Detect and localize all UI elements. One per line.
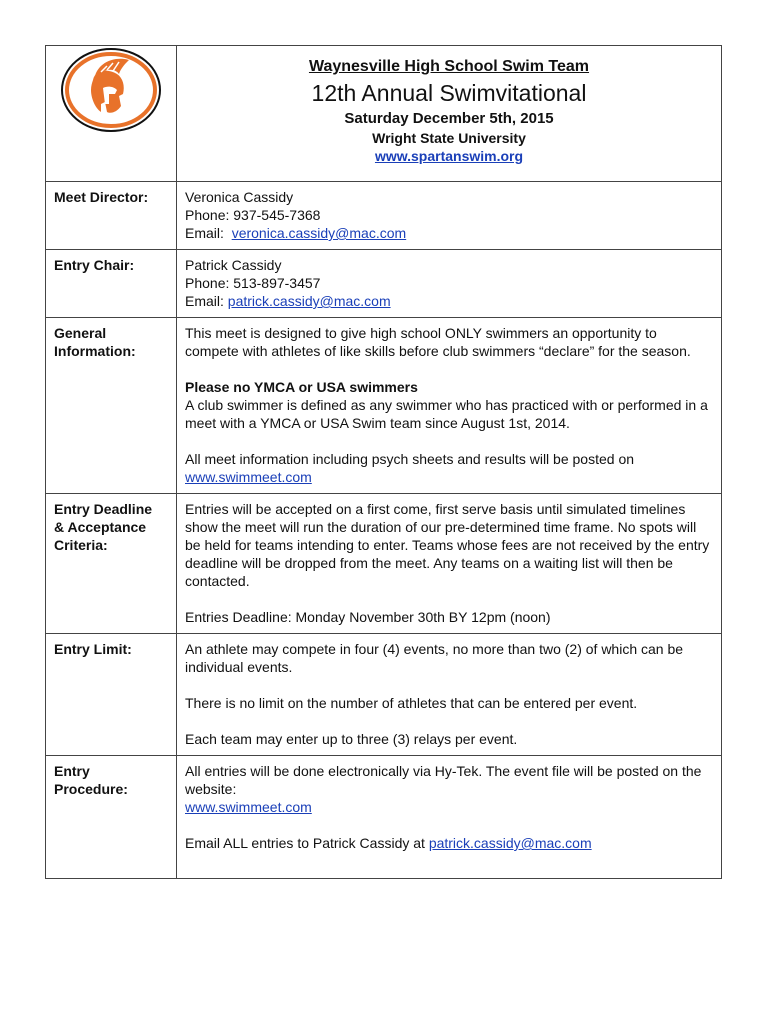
meet-director-name: Veronica Cassidy	[185, 189, 294, 205]
general-info-p3: All meet information including psych sheets and results will be posted on	[185, 451, 635, 467]
header-row	[46, 46, 722, 182]
entry-chair-name: Patrick Cassidy	[185, 257, 282, 273]
entry-deadline-value	[177, 494, 722, 634]
meet-venue: Wright State University	[372, 130, 526, 146]
logo-cell	[46, 46, 177, 182]
entry-procedure-label-line2: Procedure:	[54, 781, 128, 797]
general-info-label	[46, 318, 177, 494]
general-info-link[interactable]: www.swimmeet.com	[185, 469, 312, 485]
entry-procedure-row	[46, 756, 722, 879]
general-info-value	[177, 318, 722, 494]
general-info-label-line1: General	[54, 325, 107, 341]
general-info-label-line2: Information:	[54, 343, 136, 359]
meet-director-label: Meet Director:	[46, 182, 177, 250]
meet-director-value	[177, 182, 722, 250]
meet-title: 12th Annual Swimvitational	[311, 80, 587, 106]
entry-limit-p2: There is no limit on the number of athletes that can be entered per event.	[185, 695, 638, 711]
entry-procedure-label-line1: Entry	[54, 763, 90, 779]
team-name: Waynesville High School Swim Team	[308, 58, 590, 75]
entry-procedure-value	[177, 756, 722, 879]
entry-chair-label: Entry Chair:	[46, 250, 177, 318]
header-cell	[177, 46, 722, 182]
entry-limit-label: Entry Limit:	[46, 634, 177, 756]
meet-info-table	[45, 45, 722, 879]
entry-chair-row	[46, 250, 722, 318]
general-info-bold-note: Please no YMCA or USA swimmers	[185, 379, 418, 395]
website-link[interactable]: www.spartanswim.org	[374, 148, 524, 164]
entry-deadline-label-line3: Criteria:	[54, 537, 108, 553]
entry-chair-value	[177, 250, 722, 318]
meet-director-phone: Phone: 937-545-7368	[185, 207, 321, 223]
entry-deadline-p2: Entries Deadline: Monday November 30th BY 12pm (noon)	[185, 609, 551, 625]
entry-procedure-label	[46, 756, 177, 879]
meet-director-email-link[interactable]: veronica.cassidy@mac.com	[231, 225, 407, 241]
general-info-row	[46, 318, 722, 494]
entry-chair-email-link[interactable]: patrick.cassidy@mac.com	[227, 293, 391, 309]
entry-deadline-label	[46, 494, 177, 634]
entry-deadline-label-line1: Entry Deadline	[54, 501, 153, 517]
entry-procedure-p1: All entries will be done electronically via Hy-Tek. The event file will be posted on the website:	[185, 763, 702, 797]
entry-procedure-link[interactable]: www.swimmeet.com	[185, 799, 312, 815]
entry-limit-p3: Each team may enter up to three (3) relays per event.	[185, 731, 518, 747]
meet-director-email-prefix: Email:	[185, 225, 224, 241]
spartan-helmet-logo	[59, 46, 163, 134]
entry-chair-email-prefix: Email:	[185, 293, 224, 309]
entry-limit-value	[177, 634, 722, 756]
entry-procedure-email-link[interactable]: patrick.cassidy@mac.com	[428, 835, 592, 851]
entry-deadline-row	[46, 494, 722, 634]
entry-chair-phone: Phone: 513-897-3457	[185, 275, 321, 291]
general-info-p1: This meet is designed to give high school ONLY swimmers an opportunity to compete with athletes of like skills before club swimmers “declare” for the season.	[185, 325, 691, 359]
meet-director-row	[46, 182, 722, 250]
entry-limit-p1: An athlete may compete in four (4) events, no more than two (2) of which can be individual events.	[185, 641, 684, 675]
entry-limit-row	[46, 634, 722, 756]
general-info-p2: A club swimmer is defined as any swimmer who has practiced with or performed in a meet with a YMCA or USA Swim team since August 1st, 2014.	[185, 397, 708, 431]
meet-date: Saturday December 5th, 2015	[344, 110, 554, 127]
entry-deadline-label-line2: & Acceptance	[54, 519, 147, 535]
entry-procedure-p2-prefix: Email ALL entries to Patrick Cassidy at	[185, 835, 425, 851]
entry-deadline-p1: Entries will be accepted on a first come, first serve basis until simulated timelines show the meet will run the duration of our pre-determined time frame. No spots will be held for teams intending to enter. Teams whose fees are not received by the entry deadline will be dropped from the meet. Any teams on a waiting list will then be contacted.	[185, 501, 710, 589]
